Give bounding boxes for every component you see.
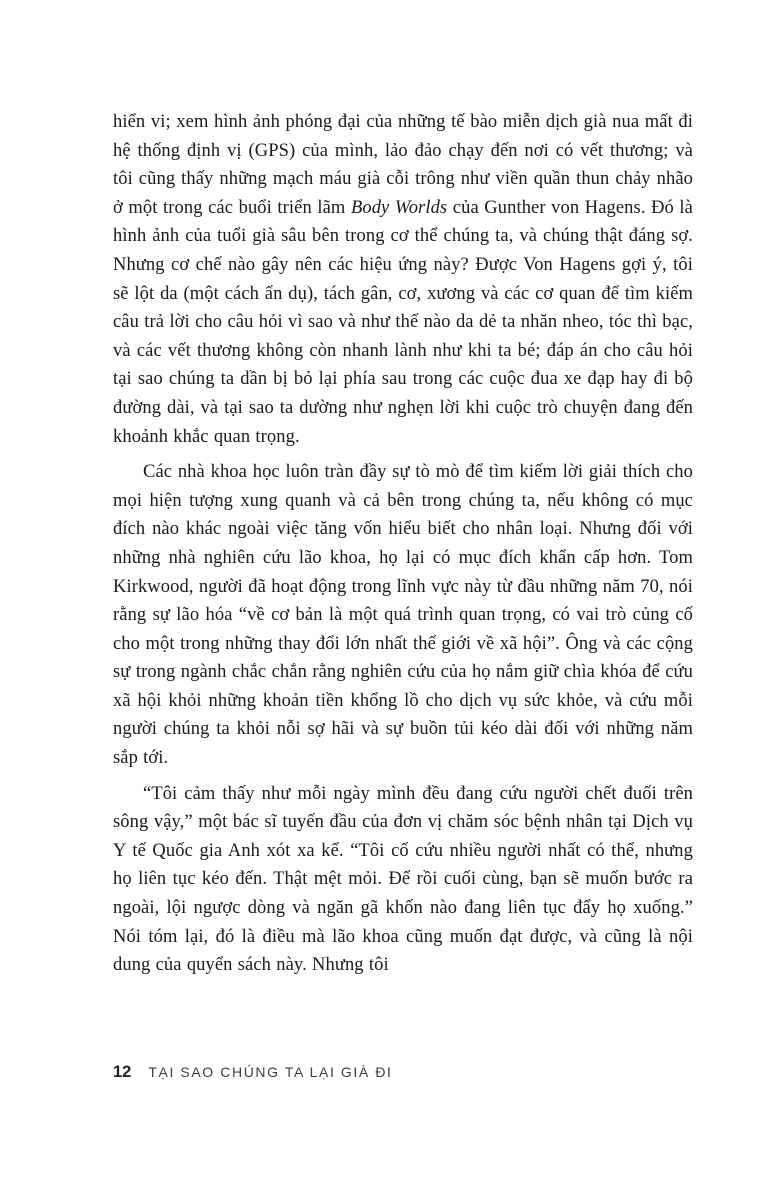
paragraph: [113, 108, 693, 451]
paragraph: Các nhà khoa học luôn tràn đầy sự tò mò để tìm kiếm lời giải thích cho mọi hiện tượng xung quanh và cả bên trong chúng ta, nếu không có mục đích nào khác ngoài việc tăng vốn hiểu biết cho nhân loại. Nhưng đối với những nhà nghiên cứu lão khoa, họ lại có mục đích khẩn cấp hơn. Tom Kirkwood, người đã hoạt động trong lĩnh vực này từ đầu những năm 70, nói rằng sự lão hóa “về cơ bản là một quá trình quan trọng, có vai trò củng cố cho một trong những thay đổi lớn nhất thế giới về xã hội”. Ông và các cộng sự trong ngành chắc chắn rằng nghiên cứu của họ nắm giữ chìa khóa để cứu xã hội khỏi những khoản tiền khổng lồ cho dịch vụ sức khỏe, và cứu mỗi người chúng ta khỏi nỗi sợ hãi và sự buồn tủi kéo dài đối với những năm sắp tới.: [113, 462, 693, 769]
page-number: 12: [113, 1063, 132, 1081]
body-text: [113, 108, 693, 980]
paragraph: “Tôi cảm thấy như mỗi ngày mình đều đang cứu người chết đuối trên sông vậy,” một bác sĩ tuyến đầu của đơn vị chăm sóc bệnh nhân tại Dịch vụ Y tế Quốc gia Anh xót xa kể. “Tôi cố cứu nhiều người nhất có thể, nhưng họ liên tục kéo đến. Thật mệt mỏi. Để rồi cuối cùng, bạn sẽ muốn bước ra ngoài, lội ngược dòng và ngăn gã khốn nào đang liên tục đẩy họ xuống.” Nói tóm lại, đó là điều mà lão khoa cũng muốn đạt được, và cũng là nội dung của quyển sách này. Nhưng tôi: [113, 783, 693, 976]
running-title: TẠI SAO CHÚNG TA LẠI GIÀ ĐI: [148, 1064, 393, 1080]
paragraph-text: hiển vi; xem hình ảnh phóng đại của những tế bào miễn dịch già nua mất đi hệ thống định vị (GPS) của mình, lảo đảo chạy đến nơi có vết thương; và tôi cũng thấy những mạch máu già cỗi trông như viền quần thun chảy nhão ở một trong các buổi triển lãm: [113, 112, 693, 218]
italic-book-title: Body Worlds: [350, 197, 448, 218]
page-footer: [113, 1063, 393, 1082]
paragraph-text: của Gunther von Hagens. Đó là hình ảnh của tuổi già sâu bên trong cơ thể chúng ta, và chúng thật đáng sợ. Nhưng cơ chế nào gây nên các hiệu ứng này? Được Von Hagens gợi ý, tôi sẽ lột da (một cách ẩn dụ), tách gân, cơ, xương và các cơ quan để tìm kiếm câu trả lời cho câu hỏi vì sao và như thế nào da dẻ ta nhăn nheo, tóc thì bạc, và các vết thương không còn nhanh lành như khi ta bé; đáp án cho câu hỏi tại sao chúng ta dần bị bỏ lại phía sau trong các cuộc đua xe đạp hay đi bộ đường dài, và tại sao ta dường như nghẹn lời khi cuộc trò chuyện đang đến khoảnh khắc quan trọng.: [113, 197, 693, 447]
